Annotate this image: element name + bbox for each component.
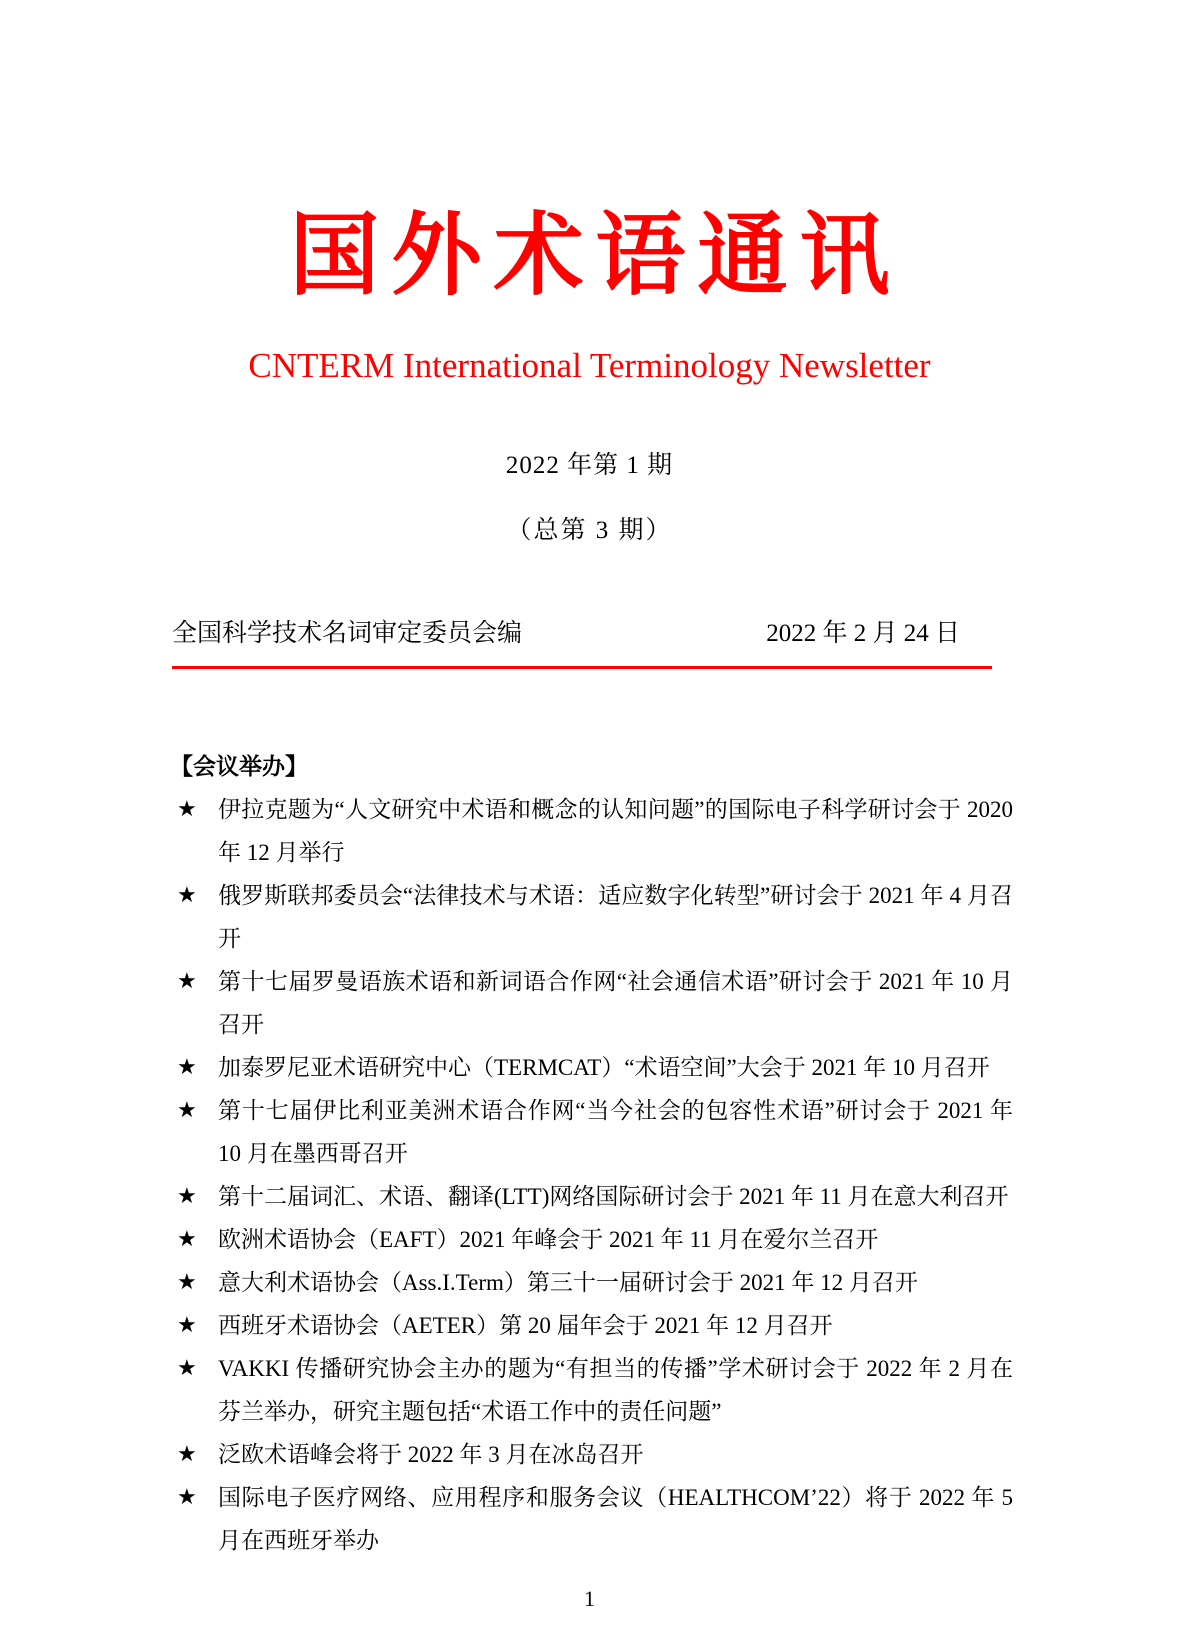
section-header-meetings: 【会议举办】 (170, 752, 308, 779)
star-bullet-icon: ★ (177, 968, 197, 994)
star-bullet-icon: ★ (177, 796, 197, 822)
list-item (172, 1304, 1013, 1347)
list-item (172, 1261, 1013, 1304)
list-item-text: 第十七届罗曼语族术语和新词语合作网“社会通信术语”研讨会于 2021 年 10 月召开 (218, 968, 1013, 1037)
page-number: 1 (584, 1585, 595, 1611)
list-item-text: 意大利术语协会（Ass.I.Term）第三十一届研讨会于 2021 年 12 月召开 (218, 1269, 918, 1295)
star-bullet-icon: ★ (177, 1269, 197, 1295)
issue-number: 2022 年第 1 期 (505, 451, 674, 479)
list-item (172, 1433, 1013, 1476)
list-item-text: VAKKI 传播研究协会主办的题为“有担当的传播”学术研讨会于 2022 年 2 月在芬兰举办，研究主题包括“术语工作中的责任问题” (218, 1355, 1013, 1424)
star-bullet-icon: ★ (177, 1183, 197, 1209)
list-item-text: 国际电子医疗网络、应用程序和服务会议（HEALTHCOM’22）将于 2022 年 5 月在西班牙举办 (218, 1484, 1013, 1553)
publication-date: 2022 年 2 月 24 日 (766, 619, 960, 647)
newsletter-title-english: CNTERM International Terminology Newsletter (248, 346, 931, 385)
list-item (172, 1175, 1013, 1218)
red-divider-rule (172, 666, 992, 669)
list-item-text: 第十二届词汇、术语、翻译(LTT)网络国际研讨会于 2021 年 11 月在意大利召开 (218, 1183, 1009, 1209)
star-bullet-icon: ★ (177, 1484, 197, 1510)
list-item-text: 西班牙术语协会（AETER）第 20 届年会于 2021 年 12 月召开 (218, 1312, 833, 1338)
list-item (172, 1476, 1013, 1562)
list-item-text: 泛欧术语峰会将于 2022 年 3 月在冰岛召开 (218, 1441, 644, 1467)
star-bullet-icon: ★ (177, 1226, 197, 1252)
list-item-text: 俄罗斯联邦委员会“法律技术与术语：适应数字化转型”研讨会于 2021 年 4 月召开 (218, 882, 1013, 951)
list-item (172, 788, 1013, 874)
newsletter-title-chinese: 国外术语通讯 (289, 207, 902, 306)
list-item-text: 第十七届伊比利亚美洲术语合作网“当今社会的包容性术语”研讨会于 2021 年 10 月在墨西哥召开 (218, 1097, 1013, 1166)
list-item (172, 1046, 1013, 1089)
editor-date-row (172, 621, 960, 646)
star-bullet-icon: ★ (177, 1054, 197, 1080)
list-item (172, 1218, 1013, 1261)
list-item (172, 960, 1013, 1046)
cumulative-issue-number: （总第 3 期） (506, 516, 673, 544)
star-bullet-icon: ★ (177, 1355, 197, 1381)
list-item-text: 伊拉克题为“人文研究中术语和概念的认知问题”的国际电子科学研讨会于 2020 年 12 月举行 (218, 796, 1013, 865)
star-bullet-icon: ★ (177, 1312, 197, 1338)
list-item (172, 1089, 1013, 1175)
star-bullet-icon: ★ (177, 1441, 197, 1467)
list-item-text: 欧洲术语协会（EAFT）2021 年峰会于 2021 年 11 月在爱尔兰召开 (218, 1226, 879, 1252)
list-item-text: 加泰罗尼亚术语研究中心（TERMCAT）“术语空间”大会于 2021 年 10 月召开 (218, 1054, 990, 1080)
meeting-item-list (172, 788, 1013, 1562)
list-item (172, 1347, 1013, 1433)
editor-name: 全国科学技术名词审定委员会编 (172, 619, 523, 647)
star-bullet-icon: ★ (177, 882, 197, 908)
list-item (172, 874, 1013, 960)
star-bullet-icon: ★ (177, 1097, 197, 1123)
